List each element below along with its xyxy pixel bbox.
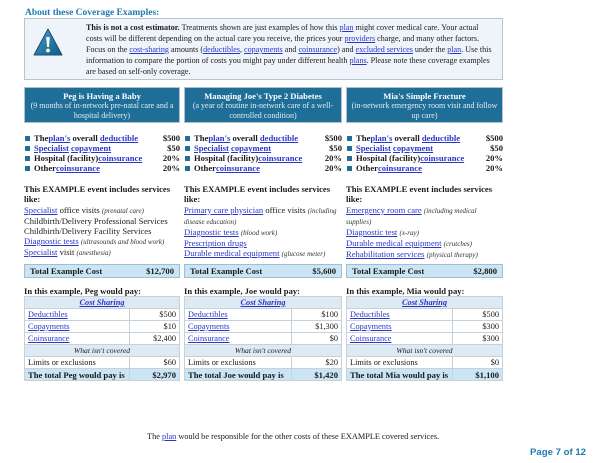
total-pay-row xyxy=(25,369,180,381)
example-title: Managing Joe's Type 2 Diabetes xyxy=(204,91,322,101)
example-column xyxy=(184,87,342,259)
event-link[interactable]: Primary care physician xyxy=(184,204,264,215)
event-item xyxy=(346,249,503,260)
plan-summary xyxy=(184,133,342,173)
total-pay-row xyxy=(185,369,342,381)
example-column xyxy=(24,87,180,258)
table-row xyxy=(185,321,342,333)
total-value: $2,800 xyxy=(473,266,497,276)
plan-link[interactable]: plan xyxy=(447,44,462,54)
summary-text: Hospital (facility) xyxy=(356,153,421,164)
example-subtitle: (in-network emergency room visit and follow up care) xyxy=(351,101,498,120)
would-pay-title: In this example, Mia would pay: xyxy=(346,286,465,296)
summary-value: $500 xyxy=(485,133,503,143)
notice-text-part: Treatments shown are just examples of how this xyxy=(179,23,340,32)
notice-text xyxy=(86,23,496,78)
plan-summary xyxy=(346,133,503,173)
notice-text-part: ) and xyxy=(337,44,356,54)
would-pay-title: In this example, Joe would pay: xyxy=(184,286,301,296)
table-row xyxy=(347,333,503,345)
cost-sharing-link[interactable]: Cost Sharing xyxy=(240,297,286,307)
coinsurance-link[interactable]: coinsurance xyxy=(298,44,338,54)
cost-sharing-table xyxy=(346,296,503,381)
summary-link[interactable]: copayment xyxy=(71,143,112,154)
notice-text-part: . Please note these coverage examples are based on self-only coverage. xyxy=(86,55,490,76)
example-subtitle: (a year of routine in-network care of a well-controlled condition) xyxy=(192,101,334,120)
total-example-cost xyxy=(24,264,180,278)
event-note: (prenatal care) xyxy=(101,206,144,215)
example-title: Mia's Simple Fracture xyxy=(383,91,466,101)
total-label: Total Example Cost xyxy=(190,266,263,276)
example-events xyxy=(184,184,342,259)
warning-triangle-icon xyxy=(33,28,63,56)
not-covered-header: What isn't covered xyxy=(185,345,342,357)
notice-text-part: under the xyxy=(412,44,448,54)
notice-text-part: , xyxy=(240,44,245,54)
event-note: (crutches) xyxy=(443,239,472,248)
event-item xyxy=(24,205,180,216)
notice-text-part: might cover medical care. Your actual costs will be different depending on the actual care you receive, the prices your xyxy=(86,23,479,43)
copayments-value: $1,300 xyxy=(292,321,342,333)
bullet-square-icon xyxy=(25,156,30,161)
limits-value: $60 xyxy=(130,357,180,369)
event-text: office visits xyxy=(57,204,102,215)
example-events xyxy=(346,184,503,260)
bullet-square-icon xyxy=(185,156,190,161)
summary-row xyxy=(346,133,503,143)
summary-text: Other xyxy=(194,163,216,174)
summary-row xyxy=(346,163,503,173)
summary-row xyxy=(24,143,180,153)
event-link[interactable]: Specialist xyxy=(24,204,58,215)
event-item xyxy=(24,226,180,236)
total-label: Total Example Cost xyxy=(352,266,425,276)
table-row xyxy=(25,357,180,369)
total-pay-label: The total Joe would pay is xyxy=(185,369,292,381)
summary-link[interactable]: deductible xyxy=(99,133,139,143)
event-item xyxy=(24,247,180,258)
summary-text: The xyxy=(34,133,49,143)
coinsurance-value: $300 xyxy=(453,333,503,345)
summary-text: overall xyxy=(230,133,260,143)
limits-label: Limits or exclusions xyxy=(185,357,292,369)
would-pay-title: In this example, Peg would pay: xyxy=(24,286,141,296)
event-link[interactable]: Diagnostic tests xyxy=(184,226,239,237)
table-row xyxy=(347,357,503,369)
summary-link[interactable]: deductible xyxy=(421,133,461,143)
table-row xyxy=(185,309,342,321)
deductibles-link[interactable]: Deductibles xyxy=(28,309,68,319)
summary-link[interactable]: Specialist xyxy=(34,143,69,154)
excluded-services-link[interactable]: excluded services xyxy=(355,44,413,54)
section-title: About these Coverage Examples: xyxy=(25,8,160,18)
summary-value: 20% xyxy=(324,153,342,164)
summary-value: $50 xyxy=(490,143,503,154)
summary-text: overall xyxy=(392,133,422,143)
bullet-square-icon xyxy=(347,146,352,151)
summary-value: 20% xyxy=(485,153,503,164)
deductibles-value: $100 xyxy=(292,309,342,321)
event-item xyxy=(184,238,342,248)
copayments-value: $10 xyxy=(130,321,180,333)
event-text: Childbirth/Delivery Facility Services xyxy=(24,225,152,236)
summary-text: Other xyxy=(34,163,56,174)
summary-row xyxy=(346,153,503,163)
summary-value: $500 xyxy=(162,133,180,143)
example-column xyxy=(346,87,503,260)
table-row xyxy=(25,321,180,333)
total-value: $5,600 xyxy=(312,266,336,276)
event-note: (including medical supplies) xyxy=(346,206,477,226)
event-link[interactable]: Durable medical equipment xyxy=(346,237,442,248)
event-note: (anesthesia) xyxy=(76,248,111,257)
event-link[interactable]: Rehabilitation services xyxy=(346,248,425,259)
table-row xyxy=(347,321,503,333)
event-link[interactable]: Diagnostic test xyxy=(346,226,398,237)
cost-sharing-link[interactable]: cost-sharing xyxy=(129,44,169,54)
event-note: (x-ray) xyxy=(399,228,419,237)
event-note: (including disease education) xyxy=(184,206,337,226)
summary-row xyxy=(24,133,180,143)
summary-text: Hospital (facility) xyxy=(194,153,259,164)
bullet-square-icon xyxy=(185,146,190,151)
notice-box xyxy=(24,18,503,80)
limits-value: $20 xyxy=(292,357,342,369)
event-text: office visits xyxy=(263,204,308,215)
summary-row xyxy=(24,153,180,163)
total-example-cost xyxy=(184,264,342,278)
summary-link[interactable]: plan's xyxy=(370,133,393,143)
example-header xyxy=(184,87,342,123)
summary-text: overall xyxy=(70,133,100,143)
summary-link[interactable]: copayment xyxy=(231,143,272,154)
deductibles-value: $500 xyxy=(453,309,503,321)
notice-text-part: charge, and many other factors. Focus on the xyxy=(86,33,480,54)
event-note: (glucose meter) xyxy=(281,249,326,258)
summary-value: $50 xyxy=(167,143,180,154)
event-link[interactable]: Prescription drugs xyxy=(184,237,247,248)
plan-summary xyxy=(24,133,180,173)
events-heading: This EXAMPLE event includes services like: xyxy=(346,184,493,205)
copayments-value: $300 xyxy=(453,321,503,333)
not-covered-header: What isn't covered xyxy=(25,345,180,357)
summary-value: $50 xyxy=(329,143,342,154)
event-item xyxy=(346,227,503,238)
plans-link[interactable]: plans xyxy=(349,55,367,65)
page-number: Page 7 of 12 xyxy=(530,447,586,458)
limits-label: Limits or exclusions xyxy=(347,357,453,369)
total-pay-value: $2,970 xyxy=(130,369,180,381)
summary-link[interactable]: Specialist xyxy=(194,143,229,154)
example-header xyxy=(346,87,503,123)
table-row xyxy=(185,357,342,369)
total-value: $12,700 xyxy=(146,266,174,276)
summary-value: 20% xyxy=(485,163,503,174)
event-link[interactable]: Emergency room care xyxy=(346,204,422,215)
copayments-link[interactable]: Copayments xyxy=(350,321,392,331)
deductibles-link[interactable]: Deductibles xyxy=(188,309,228,319)
total-pay-label: The total Peg would pay is xyxy=(25,369,130,381)
table-row xyxy=(25,333,180,345)
coinsurance-link[interactable]: Coinsurance xyxy=(28,333,70,343)
event-link[interactable]: Specialist xyxy=(24,246,58,257)
deductibles-link[interactable]: deductibles xyxy=(203,44,240,54)
cost-sharing-table xyxy=(184,296,342,381)
copayments-link[interactable]: Copayments xyxy=(28,321,70,331)
limits-value: $0 xyxy=(453,357,503,369)
event-item xyxy=(346,238,503,249)
summary-text: Hospital (facility) xyxy=(34,153,99,164)
table-row xyxy=(25,309,180,321)
providers-link[interactable]: providers xyxy=(344,33,376,43)
coinsurance-value: $0 xyxy=(292,333,342,345)
summary-link[interactable]: copayment xyxy=(393,143,434,154)
summary-value: 20% xyxy=(162,153,180,164)
deductibles-link[interactable]: Deductibles xyxy=(350,309,390,319)
event-item xyxy=(184,248,342,259)
footer-text: The xyxy=(147,432,162,441)
summary-link[interactable]: coinsurance xyxy=(420,153,465,164)
cost-sharing-table xyxy=(24,296,180,381)
bullet-square-icon xyxy=(185,166,190,171)
plan-link[interactable]: plan xyxy=(161,432,177,441)
bullet-square-icon xyxy=(185,136,190,141)
summary-value: 20% xyxy=(324,163,342,174)
summary-text: The xyxy=(356,133,371,143)
example-events xyxy=(24,184,180,258)
plan-link[interactable]: plan xyxy=(339,23,354,32)
total-example-cost xyxy=(346,264,503,278)
event-text: Childbirth/Delivery Professional Services xyxy=(24,215,168,226)
summary-value: 20% xyxy=(162,163,180,174)
event-item xyxy=(346,205,503,227)
event-link[interactable]: Diagnostic tests xyxy=(24,235,79,246)
bullet-square-icon xyxy=(25,136,30,141)
summary-text: Other xyxy=(356,163,378,174)
event-item xyxy=(24,236,180,247)
total-pay-row xyxy=(347,369,503,381)
example-title: Peg is Having a Baby xyxy=(63,91,141,101)
bullet-square-icon xyxy=(347,156,352,161)
bullet-square-icon xyxy=(347,166,352,171)
summary-link[interactable]: coinsurance xyxy=(377,163,422,174)
summary-row xyxy=(346,143,503,153)
summary-value: $500 xyxy=(324,133,342,143)
not-covered-header: What isn't covered xyxy=(347,345,503,357)
total-pay-value: $1,100 xyxy=(453,369,503,381)
event-note: (physical therapy) xyxy=(426,250,478,259)
bullet-square-icon xyxy=(25,166,30,171)
summary-link[interactable]: Specialist xyxy=(356,143,391,154)
summary-row xyxy=(184,133,342,143)
cost-sharing-link[interactable]: Cost Sharing xyxy=(79,297,125,307)
summary-link[interactable]: coinsurance xyxy=(215,163,260,174)
example-header xyxy=(24,87,180,123)
cost-sharing-link[interactable]: Cost Sharing xyxy=(402,297,447,307)
limits-label: Limits or exclusions xyxy=(25,357,130,369)
summary-link[interactable]: coinsurance xyxy=(258,153,303,164)
bullet-square-icon xyxy=(347,136,352,141)
total-label: Total Example Cost xyxy=(30,266,103,276)
coinsurance-value: $2,400 xyxy=(130,333,180,345)
event-link[interactable]: Durable medical equipment xyxy=(184,247,280,258)
summary-row xyxy=(184,153,342,163)
events-heading: This EXAMPLE event includes services like: xyxy=(24,184,171,205)
footer-note xyxy=(147,432,439,441)
notice-text-part: . Use this information to compare the portion of costs you might pay under different health xyxy=(86,44,492,65)
event-item xyxy=(24,216,180,226)
copayments-link[interactable]: Copayments xyxy=(188,321,230,331)
total-pay-value: $1,420 xyxy=(292,369,342,381)
event-item xyxy=(184,205,342,227)
event-note: (ultrasounds and blood work) xyxy=(80,237,165,246)
bullet-square-icon xyxy=(25,146,30,151)
notice-text-part: amounts ( xyxy=(168,44,204,54)
summary-link[interactable]: coinsurance xyxy=(55,163,100,174)
summary-link[interactable]: coinsurance xyxy=(98,153,143,164)
copayments-link[interactable]: copayments xyxy=(244,44,283,54)
summary-link[interactable]: plan's xyxy=(48,133,71,143)
summary-row xyxy=(184,163,342,173)
table-row xyxy=(347,309,503,321)
event-note: (blood work) xyxy=(240,228,278,237)
table-row xyxy=(185,333,342,345)
example-subtitle: (9 months of in-network pre-natal care and a hospital delivery) xyxy=(30,101,174,120)
summary-row xyxy=(184,143,342,153)
coinsurance-link[interactable]: Coinsurance xyxy=(350,333,392,343)
events-heading: This EXAMPLE event includes services like: xyxy=(184,184,331,205)
notice-text-part: and xyxy=(282,44,299,54)
summary-text: The xyxy=(194,133,209,143)
footer-text: would be responsible for the other costs of these EXAMPLE covered services. xyxy=(176,432,440,441)
deductibles-value: $500 xyxy=(130,309,180,321)
event-text: visit xyxy=(57,246,77,257)
notice-lead: This is not a cost estimator. xyxy=(86,23,180,32)
event-item xyxy=(184,227,342,238)
total-pay-label: The total Mia would pay is xyxy=(347,369,453,381)
coinsurance-link[interactable]: Coinsurance xyxy=(188,333,230,343)
summary-link[interactable]: deductible xyxy=(259,133,299,143)
summary-link[interactable]: plan's xyxy=(208,133,231,143)
summary-row xyxy=(24,163,180,173)
